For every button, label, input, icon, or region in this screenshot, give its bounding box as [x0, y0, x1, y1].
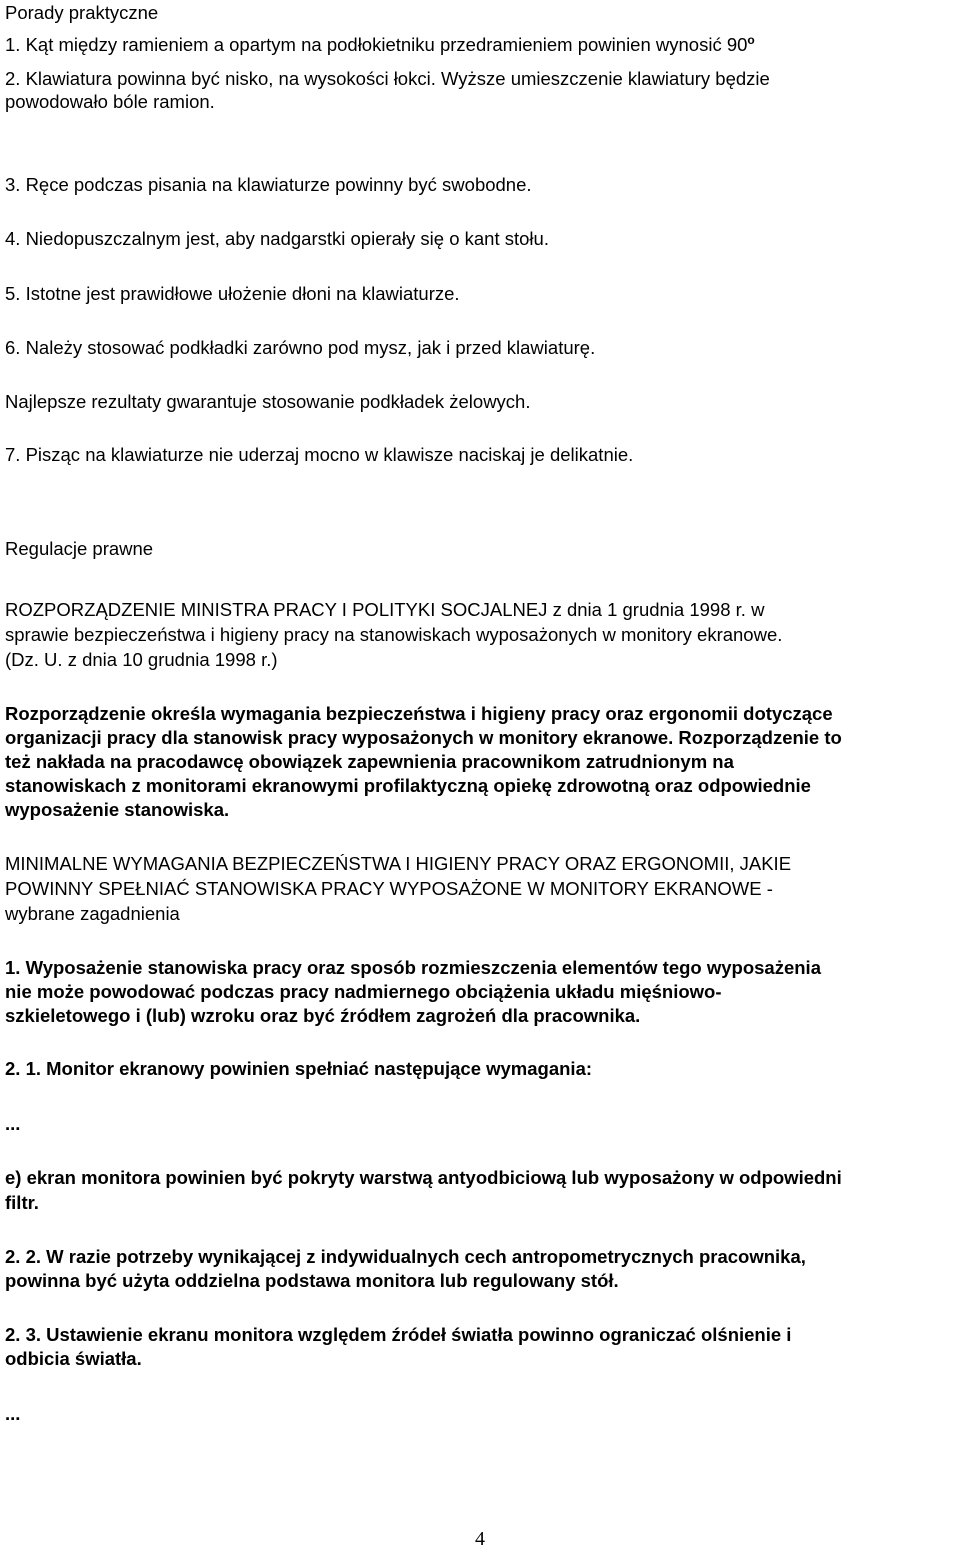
tip-item-2-line2: powodowało bóle ramion. — [5, 91, 215, 112]
tip-item-1 — [5, 34, 755, 56]
requirements-heading-line2: POWINNY SPEŁNIAĆ STANOWISKA PRACY WYPOSAŻONE W MONITORY EKRANOWE - — [5, 878, 773, 899]
act-title-line3: (Dz. U. z dnia 10 grudnia 1998 r.) — [5, 649, 278, 670]
act-title-line2: sprawie bezpieczeństwa i higieny pracy na stanowiskach wyposażonych w monitory ekranowe. — [5, 624, 783, 645]
degree-superscript: o — [747, 32, 755, 47]
requirement-2-2-line2: powinna być użyta oddzielna podstawa monitora lub regulowany stół. — [5, 1270, 619, 1291]
tip-item-1-text: 1. Kąt między ramieniem a opartym na podłokietniku przedramieniem powinien wynosić 90 — [5, 34, 748, 55]
tip-item-5: 5. Istotne jest prawidłowe ułożenie dłoni na klawiaturze. — [5, 283, 460, 304]
requirement-2-1: 2. 1. Monitor ekranowy powinien spełniać następujące wymagania: — [5, 1058, 593, 1079]
act-title-line1: ROZPORZĄDZENIE MINISTRA PRACY I POLITYKI SOCJALNEJ z dnia 1 grudnia 1998 r. w — [5, 599, 765, 620]
act-description-line5: wyposażenie stanowiska. — [5, 799, 230, 820]
tip-item-7: 7. Pisząc na klawiaturze nie uderzaj mocno w klawisze naciskaj je delikatnie. — [5, 444, 634, 465]
tip-item-2-line1: 2. Klawiatura powinna być nisko, na wysokości łokci. Wyższe umieszczenie klawiatury będzie — [5, 68, 770, 89]
ellipsis-1: ... — [5, 1113, 21, 1134]
regulations-heading: Regulacje prawne — [5, 538, 154, 559]
requirement-1-line3: szkieletowego i (lub) wzroku oraz być źródłem zagrożeń dla pracownika. — [5, 1005, 641, 1026]
act-description-line1: Rozporządzenie określa wymagania bezpieczeństwa i higieny pracy oraz ergonomii dotyczące — [5, 703, 833, 724]
tip-item-4: 4. Niedopuszczalnym jest, aby nadgarstki opierały się o kant stołu. — [5, 228, 549, 249]
requirement-2-2-line1: 2. 2. W razie potrzeby wynikającej z indywidualnych cech antropometrycznych pracownika, — [5, 1246, 806, 1267]
requirement-e-line1: e) ekran monitora powinien być pokryty warstwą antyodbiciową lub wyposażony w odpowiedni — [5, 1167, 842, 1188]
act-description-line4: stanowiskach z monitorami ekranowymi profilaktyczną opiekę zdrowotną oraz odpowiednie — [5, 775, 811, 796]
requirement-1-line1: 1. Wyposażenie stanowiska pracy oraz sposób rozmieszczenia elementów tego wyposażenia — [5, 957, 821, 978]
act-description-line3: też nakłada na pracodawcę obowiązek zapewnienia pracownikom zatrudnionym na — [5, 751, 734, 772]
tip-item-6-note: Najlepsze rezultaty gwarantuje stosowanie podkładek żelowych. — [5, 391, 531, 412]
act-description-line2: organizacji pracy dla stanowisk pracy wyposażonych w monitory ekranowe. Rozporządzenie to — [5, 727, 842, 748]
tip-item-3: 3. Ręce podczas pisania na klawiaturze powinny być swobodne. — [5, 174, 532, 195]
tips-heading: Porady praktyczne — [5, 2, 159, 23]
requirement-2-3-line2: odbicia światła. — [5, 1348, 142, 1369]
page-number: 4 — [475, 1528, 485, 1550]
requirement-2-3-line1: 2. 3. Ustawienie ekranu monitora względem źródeł światła powinno ograniczać olśnienie i — [5, 1324, 792, 1345]
requirements-heading-line3: wybrane zagadnienia — [5, 903, 180, 924]
requirement-1-line2: nie może powodować podczas pracy nadmiernego obciążenia układu mięśniowo- — [5, 981, 722, 1002]
ellipsis-2: ... — [5, 1403, 21, 1424]
requirements-heading-line1: MINIMALNE WYMAGANIA BEZPIECZEŃSTWA I HIGIENY PRACY ORAZ ERGONOMII, JAKIE — [5, 853, 792, 874]
tip-item-6: 6. Należy stosować podkładki zarówno pod mysz, jak i przed klawiaturę. — [5, 337, 596, 358]
requirement-e-line2: filtr. — [5, 1192, 39, 1213]
